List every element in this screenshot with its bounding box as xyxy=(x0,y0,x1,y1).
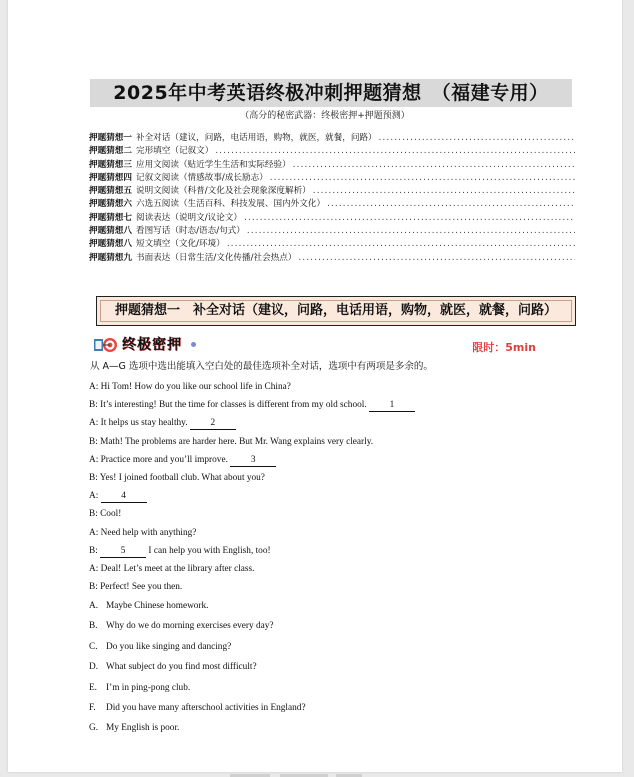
dialog-text: B: Perfect! See you then. xyxy=(89,582,183,593)
dialog-text: B: Math! The problems are harder here. But Mr. Wang explains very clearly. xyxy=(89,436,374,447)
dialog-line xyxy=(89,505,569,523)
toc-leader xyxy=(293,159,575,172)
toc-leader xyxy=(247,225,575,238)
toc-text: 说明文阅读（科普/文化及社会现象深度解析） xyxy=(135,186,311,197)
dialog-line xyxy=(89,487,569,505)
dialog-text: B: Yes! I joined football club. What about you? xyxy=(89,472,265,483)
dialog-line xyxy=(89,396,569,414)
toc-item[interactable] xyxy=(89,238,575,251)
option-letter: B. xyxy=(89,621,98,632)
dialog-text: A: xyxy=(89,491,101,502)
dialog-text: B: It’s interesting! But the time for classes is different from my old school. xyxy=(89,400,369,411)
option-letter: A. xyxy=(89,601,99,611)
toc-item[interactable] xyxy=(89,159,575,172)
toc-item[interactable] xyxy=(89,252,575,265)
dialog-line xyxy=(89,560,569,578)
target-icon xyxy=(94,336,118,354)
dialog-line xyxy=(89,451,569,469)
toc-text: 记叙文阅读（情感故事/成长励志） xyxy=(135,172,268,183)
toc-key: 押题猜想五 xyxy=(89,186,132,197)
option-text: Did you have many afterschool activities in England? xyxy=(106,702,306,713)
dialog-text: A: It helps us stay healthy. xyxy=(89,418,190,429)
option-letter: D. xyxy=(89,662,99,673)
instruction-text: 从 A—G 选项中选出能填入空白处的最佳选项补全对话，选项中有两项是多余的。 xyxy=(90,361,433,372)
option-letter: G. xyxy=(89,723,99,734)
toc-text: 六选五阅读（生活百科、科技发展、国内外文化） xyxy=(135,199,326,210)
dialog-line xyxy=(89,378,569,396)
bullet-dot-icon xyxy=(191,342,196,347)
section-heading: 押题猜想一 补全对话（建议，问路，电话用语，购物，就医，就餐，问路） xyxy=(114,303,557,318)
dialog-text: A: Deal! Let’s meet at the library after class. xyxy=(89,563,255,574)
tip-label: 终极密押 xyxy=(122,337,182,353)
toc-key: 押题猜想八 xyxy=(89,226,132,237)
answer-blank[interactable]: 5 xyxy=(100,546,146,558)
option-text: Why do we do morning exercises every day? xyxy=(106,621,274,632)
dialog-text: B: Cool! xyxy=(89,509,122,520)
toc-item[interactable] xyxy=(89,185,575,198)
toc-key: 押题猜想二 xyxy=(89,146,132,157)
toc-key: 押题猜想九 xyxy=(89,252,132,263)
toc-leader xyxy=(313,185,575,198)
option-text: Maybe Chinese homework. xyxy=(106,601,209,611)
toc-text: 阅读表达（说明文/议论文） xyxy=(135,212,243,223)
dialog-line xyxy=(89,414,569,432)
answer-blank[interactable]: 2 xyxy=(190,418,236,430)
option-text: What subject do you find most difficult? xyxy=(106,662,257,673)
toc-leader xyxy=(244,212,575,225)
toc-text: 补全对话（建议，问路，电话用语，购物，就医，就餐，问路） xyxy=(135,133,377,143)
toc-text: 应用文阅读（贴近学生生活和实际经验） xyxy=(135,159,291,170)
toc-leader xyxy=(270,172,575,185)
document-page xyxy=(8,0,622,772)
title-banner xyxy=(90,79,572,107)
toc-text: 完形填空（记叙文） xyxy=(135,146,214,157)
option-item xyxy=(89,596,569,616)
toc-leader xyxy=(327,198,575,211)
dialog-text: B: xyxy=(89,545,101,556)
toc-leader xyxy=(379,132,575,145)
toc-item[interactable] xyxy=(89,145,575,158)
dialog-block xyxy=(89,378,569,596)
toc-leader xyxy=(298,252,575,265)
toc-leader xyxy=(215,145,575,158)
option-letter: E. xyxy=(89,682,98,693)
toc-item[interactable] xyxy=(89,132,575,145)
toc-item[interactable] xyxy=(89,172,575,185)
toc-key: 押题猜想四 xyxy=(89,172,132,183)
options-list xyxy=(89,596,569,739)
document-subtitle: （高分的秘密武器：终极密押+押题预测） xyxy=(240,111,410,121)
toc-key: 押题猜想一 xyxy=(89,133,132,143)
option-text: My English is poor. xyxy=(106,723,180,734)
option-item xyxy=(89,678,569,698)
toc-item[interactable] xyxy=(89,198,575,211)
toc-text: 短文填空（文化/环境） xyxy=(135,239,225,250)
dialog-text: A: Hi Tom! How do you like our school life in China? xyxy=(89,382,291,392)
dialog-line xyxy=(89,578,569,596)
answer-blank[interactable]: 1 xyxy=(369,400,415,412)
option-item xyxy=(89,718,569,738)
option-item xyxy=(89,637,569,657)
section-heading-box xyxy=(96,296,576,326)
dialog-line xyxy=(89,433,569,451)
dialog-line xyxy=(89,542,569,560)
option-item xyxy=(89,616,569,636)
dialog-line xyxy=(89,524,569,542)
dialog-line xyxy=(89,469,569,487)
toc-key: 押题猜想六 xyxy=(89,199,132,210)
toc-leader xyxy=(227,238,575,251)
toc-key: 押题猜想七 xyxy=(89,212,132,223)
answer-blank[interactable]: 3 xyxy=(230,455,276,467)
dialog-text: A: Need help with anything? xyxy=(89,527,197,538)
document-title: 2025年中考英语终极冲刺押题猜想 （福建专用） xyxy=(113,82,549,104)
option-item xyxy=(89,657,569,677)
option-letter: C. xyxy=(89,641,98,652)
dialog-text: I can help you with English, too! xyxy=(146,545,271,556)
toc-key: 押题猜想八 xyxy=(89,239,132,250)
toc-key: 押题猜想三 xyxy=(89,159,132,170)
time-limit: 限时：5min xyxy=(472,341,536,354)
toc-item[interactable] xyxy=(89,225,575,238)
table-of-contents xyxy=(89,132,575,265)
toc-text: 看图写话（时态/语态/句式） xyxy=(135,226,245,237)
dialog-text: A: Practice more and you’ll improve. xyxy=(89,454,231,465)
option-item xyxy=(89,698,569,718)
option-text: Do you like singing and dancing? xyxy=(106,641,232,652)
option-text: I’m in ping-pong club. xyxy=(106,682,191,693)
toc-item[interactable] xyxy=(89,212,575,225)
toc-text: 书面表达（日常生活/文化传播/社会热点） xyxy=(135,252,297,263)
answer-blank[interactable]: 4 xyxy=(101,491,147,503)
option-letter: F. xyxy=(89,702,96,713)
